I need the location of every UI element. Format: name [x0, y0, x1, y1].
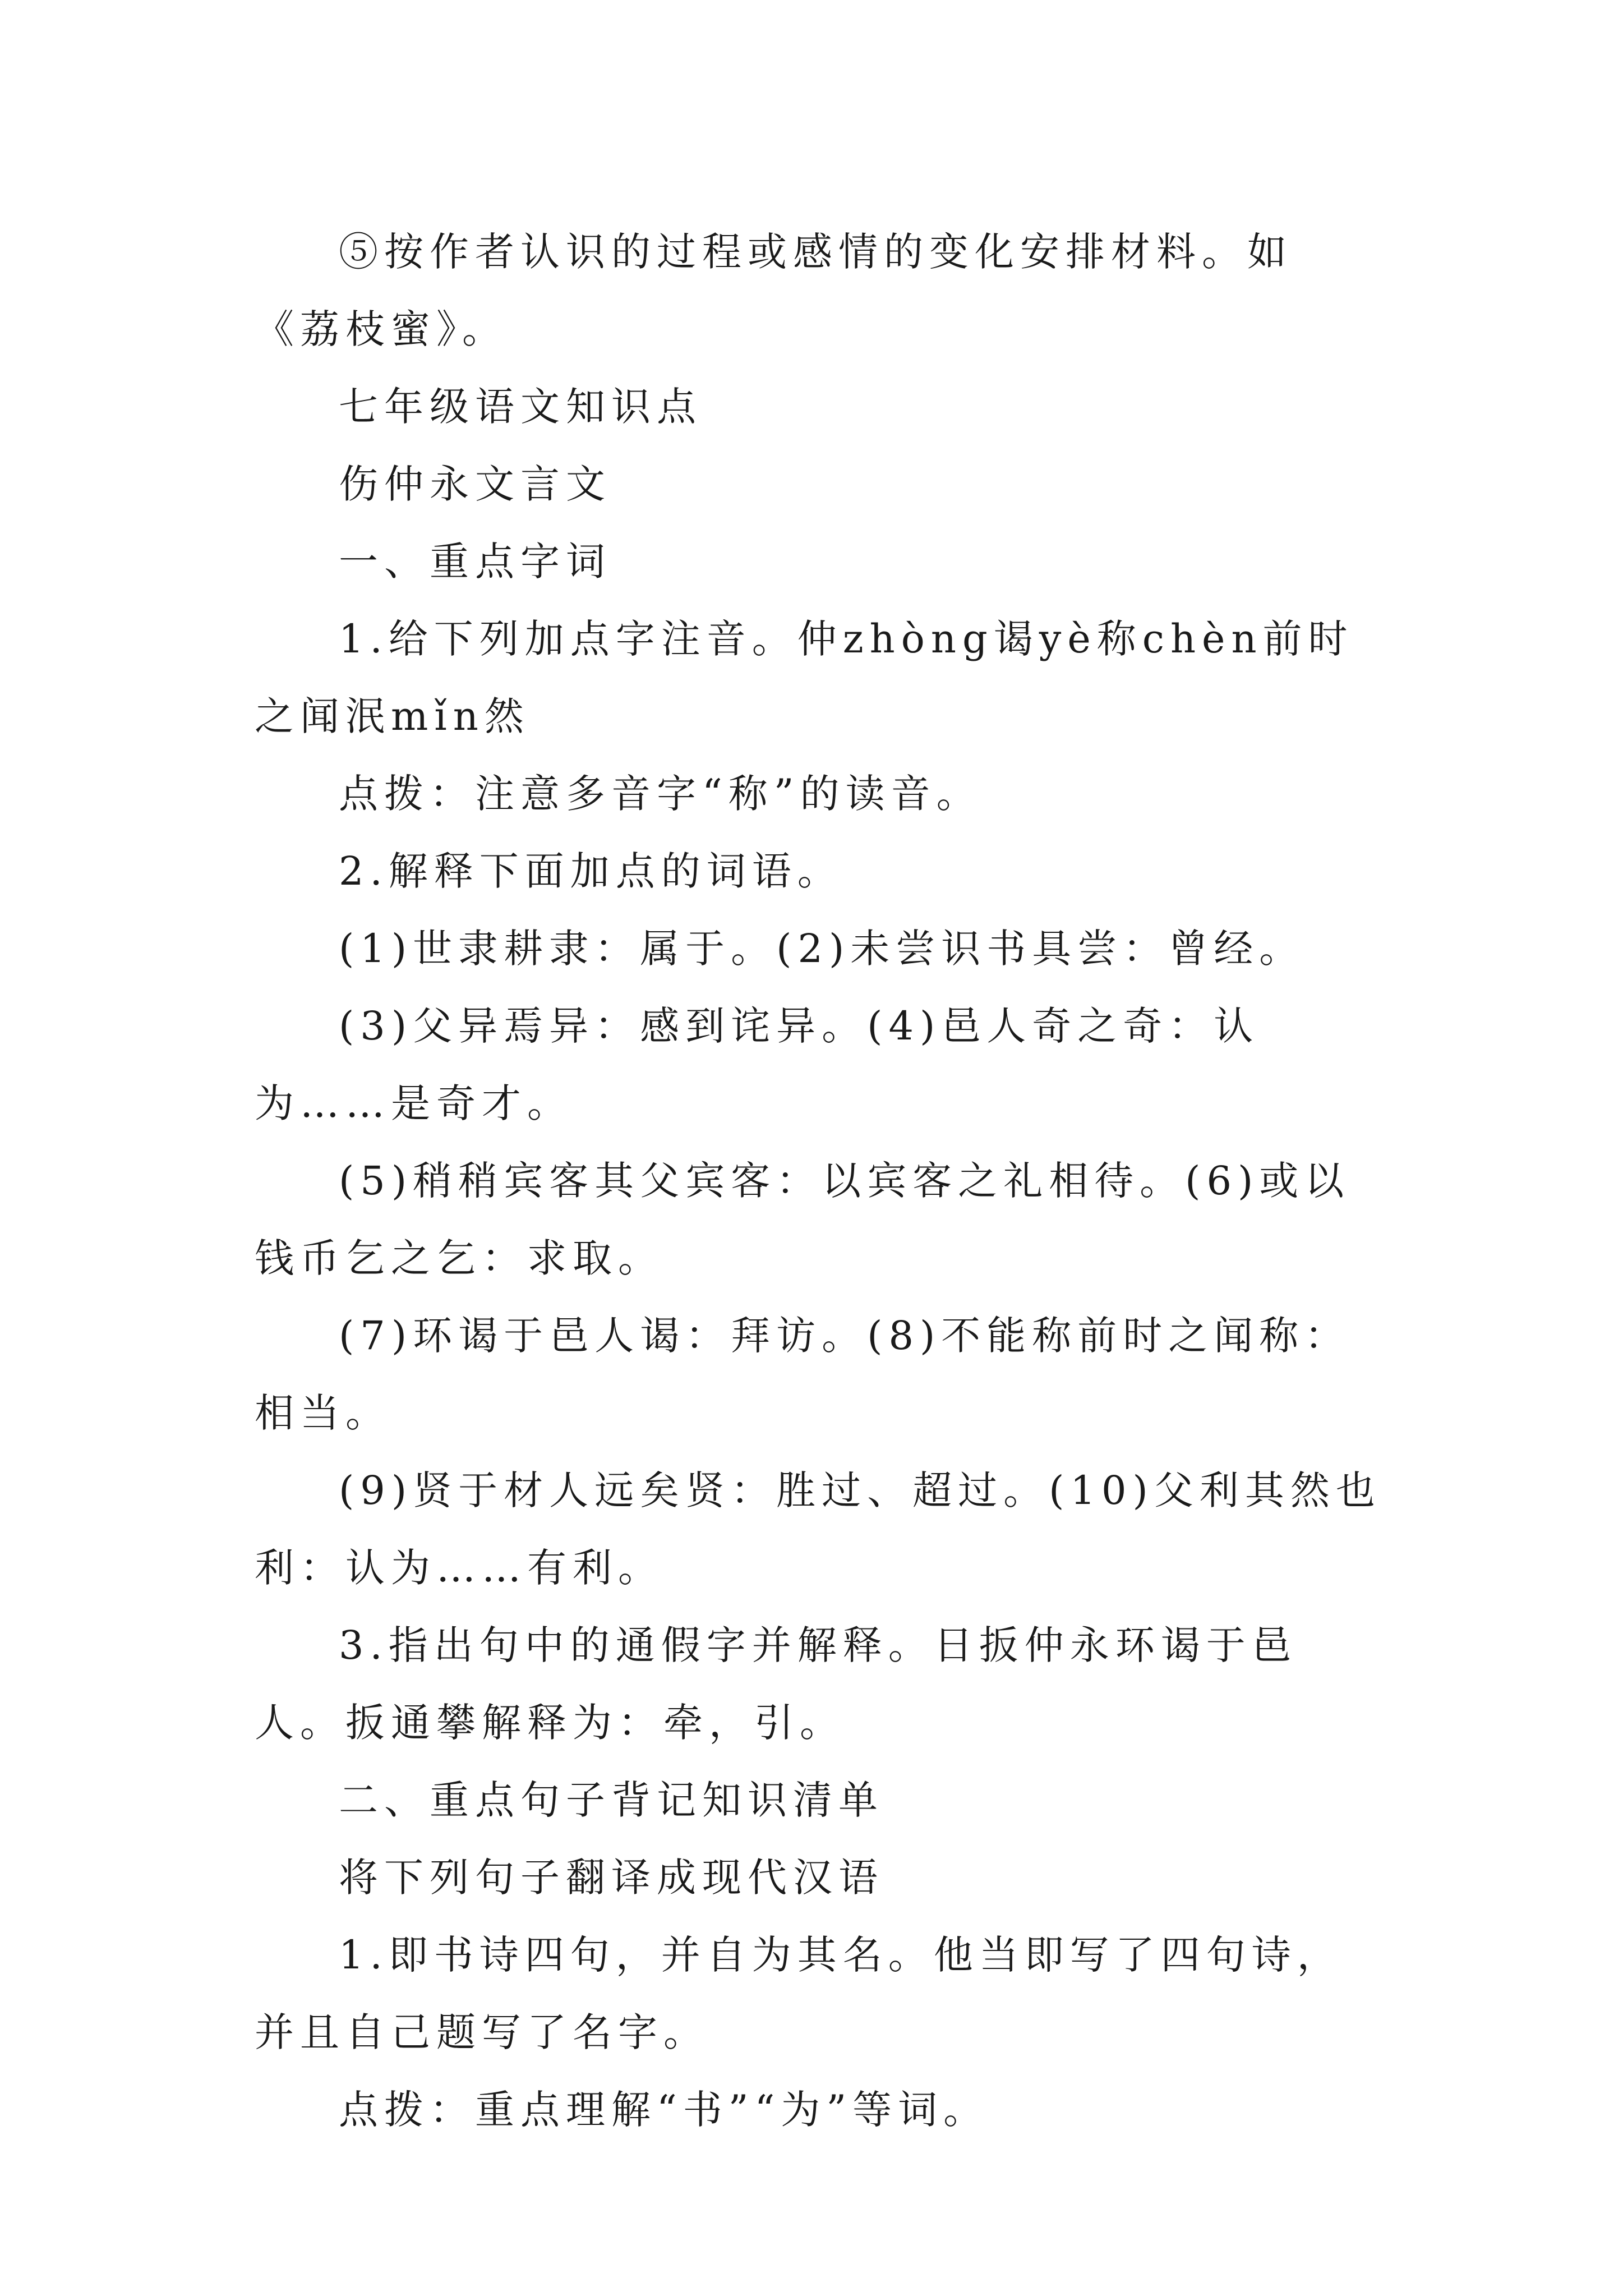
instruction-translate: 将下列句子翻译成现代汉语 — [339, 1855, 884, 1901]
paragraph-arrangement-note: ⑤按作者认识的过程或感情的变化安排材料。如《荔枝蜜》。 — [255, 229, 1293, 352]
question-tongjia: 3.指出句中的通假字并解释。日扳仲永环谒于邑人。扳通攀解释为：牵，引。 — [255, 1622, 1297, 1746]
heading-key-sentences: 二、重点句子背记知识清单 — [339, 1777, 884, 1823]
section-title-grade7: 七年级语文知识点 — [339, 384, 702, 430]
document-body — [255, 213, 1382, 2148]
heading-key-words: 一、重点字词 — [339, 539, 611, 585]
translation-1: 1.即书诗四句，并自为其名。他当即写了四句诗，并且自己题写了名字。 — [255, 1932, 1343, 2055]
explanation-9-10: (9)贤于材人远矣贤：胜过、超过。(10)父利其然也利：认为……有利。 — [255, 1467, 1381, 1591]
lesson-title: 伤仲永文言文 — [339, 461, 611, 507]
question-explain-words: 2.解释下面加点的词语。 — [339, 848, 843, 894]
hint-key-words: 点拨：重点理解“书”“为”等词。 — [339, 2087, 989, 2133]
explanation-1-2: (1)世隶耕隶：属于。(2)未尝识书具尝：曾经。 — [339, 926, 1305, 972]
hint-polyphone: 点拨：注意多音字“称”的读音。 — [339, 771, 982, 817]
question-pinyin: 1.给下列加点字注音。仲zhòng谒yè称chèn前时之闻泯mǐn然 — [255, 616, 1354, 739]
explanation-5-6: (5)稍稍宾客其父宾客：以宾客之礼相待。(6)或以钱币乞之乞：求取。 — [255, 1158, 1350, 1281]
explanation-7-8: (7)环谒于邑人谒：拜访。(8)不能称前时之闻称：相当。 — [255, 1313, 1350, 1436]
explanation-3-4: (3)父异焉异：感到诧异。(4)邑人奇之奇：认为……是奇才。 — [255, 1003, 1260, 1126]
